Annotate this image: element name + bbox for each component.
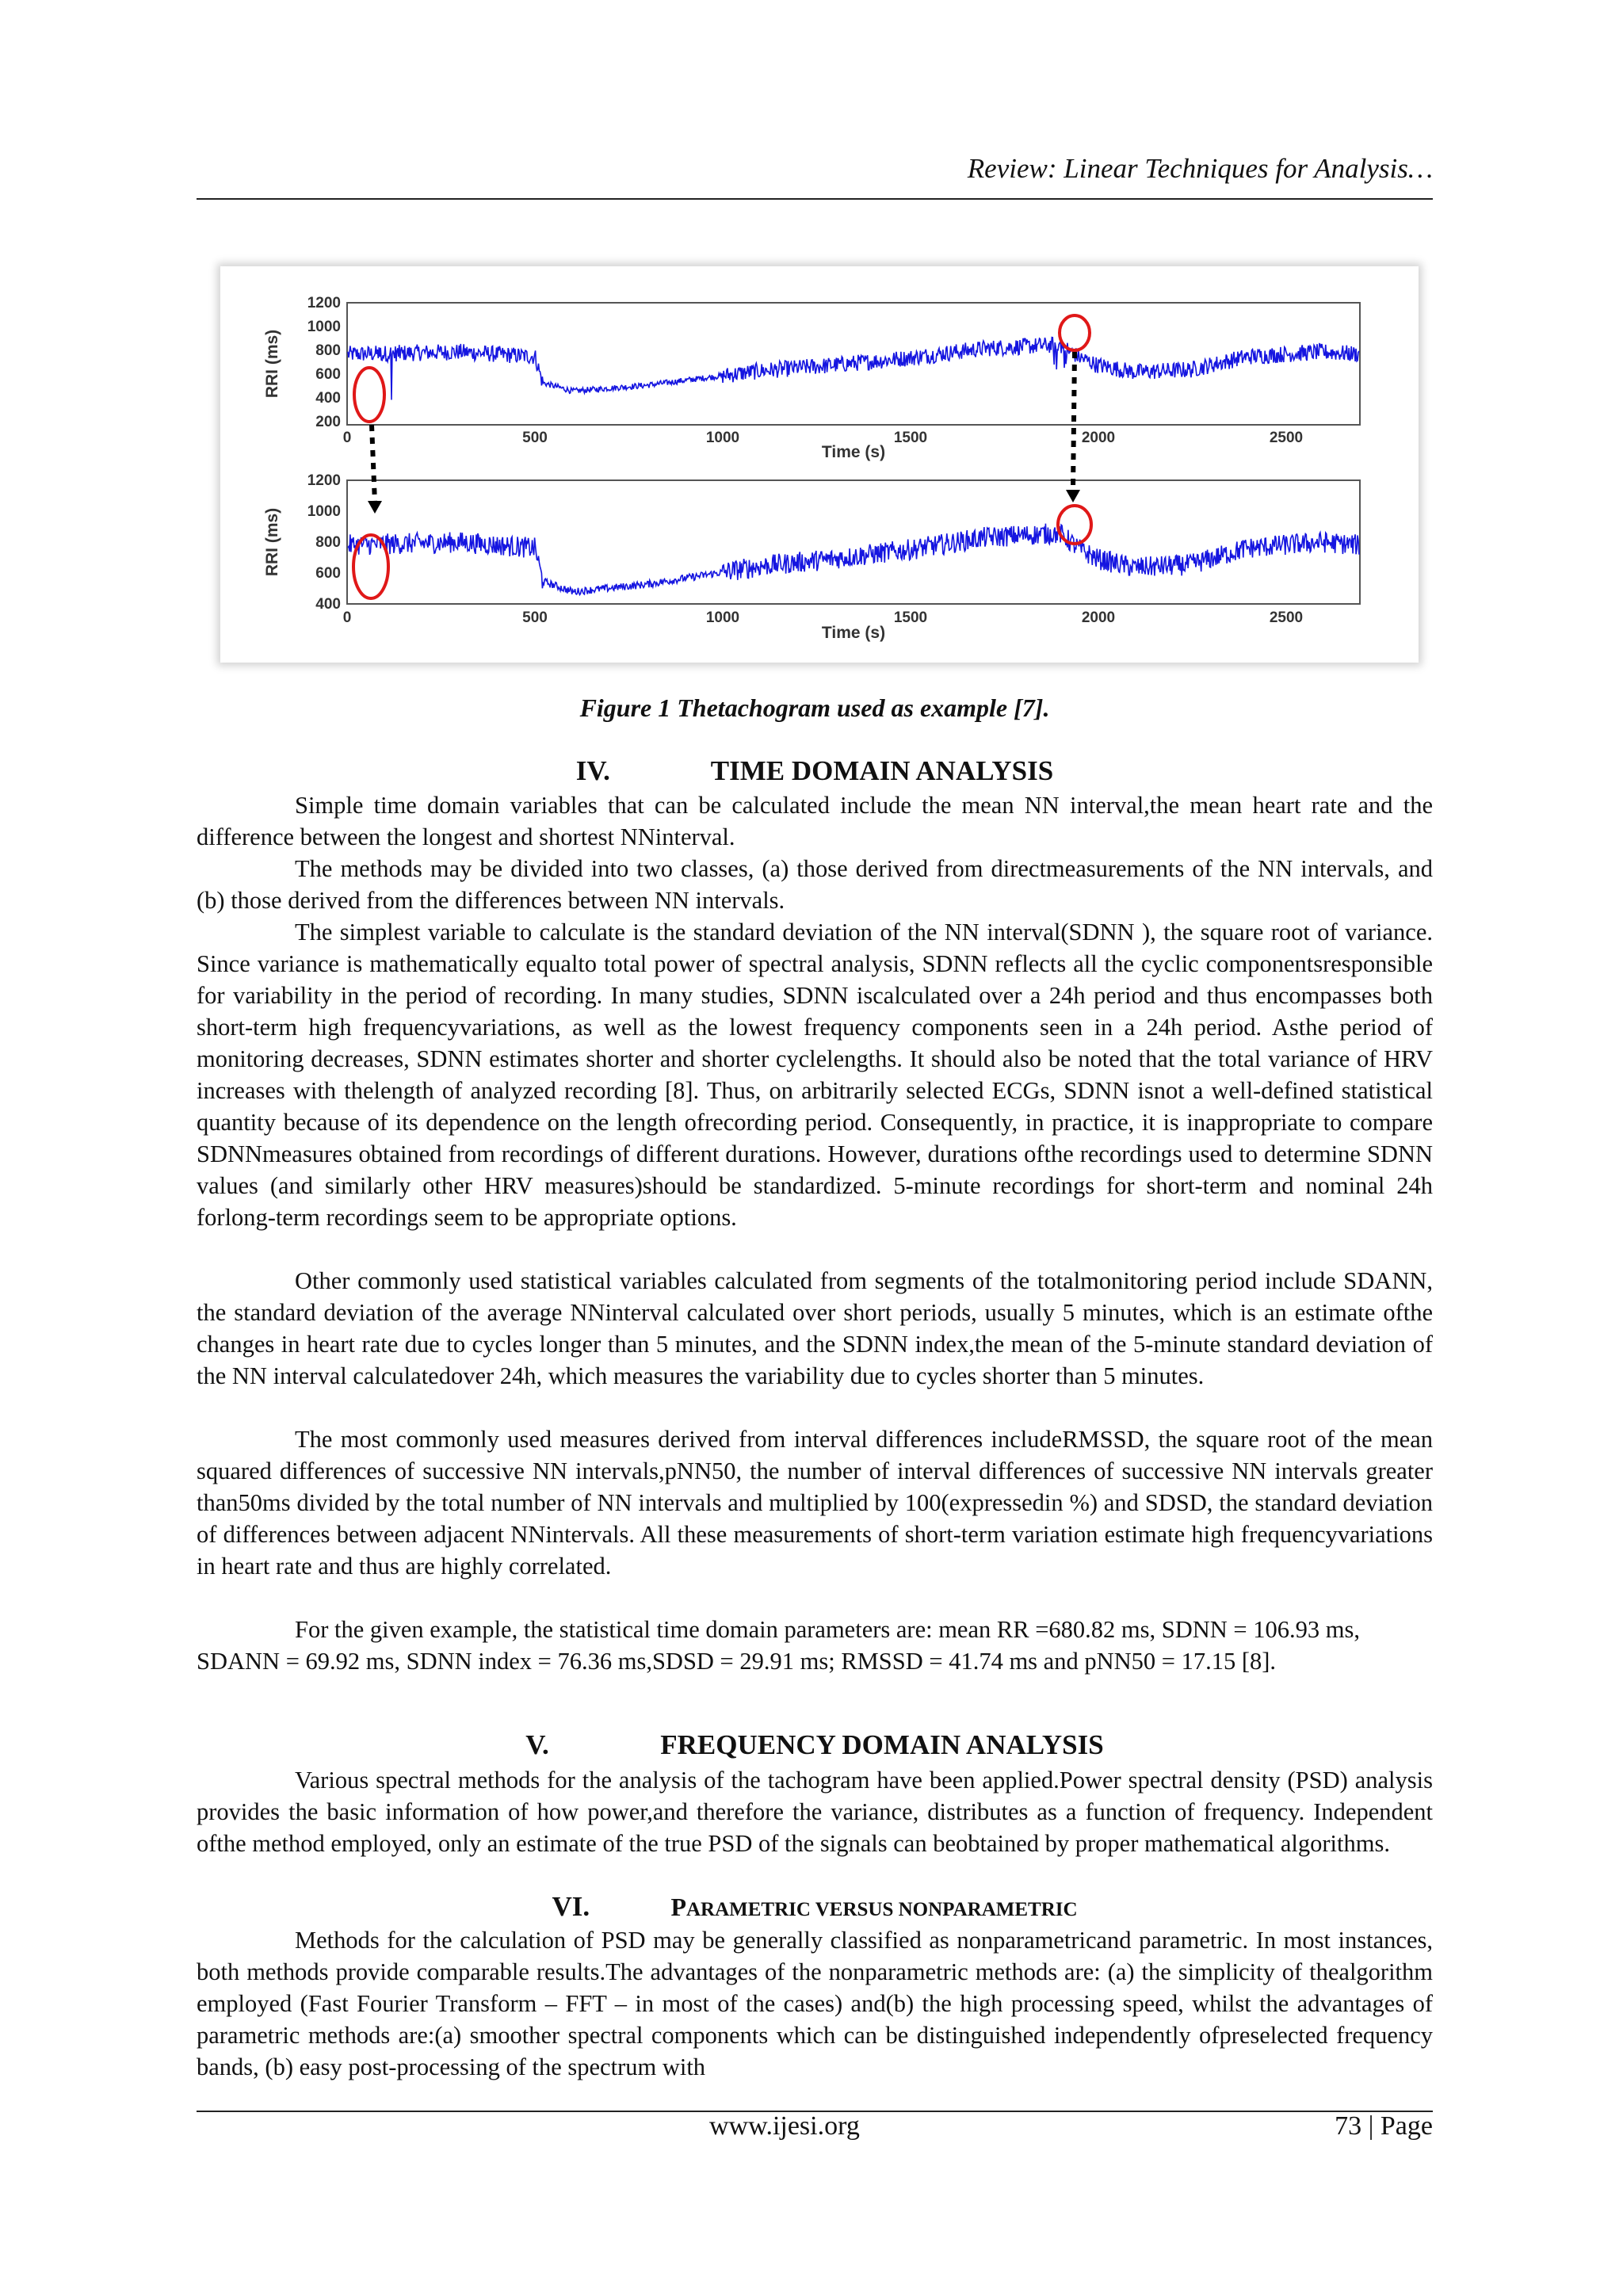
p2-xtick: 2000 <box>1081 609 1116 626</box>
section-v-heading <box>197 1729 1433 1761</box>
p1-xtick: 1500 <box>893 430 928 446</box>
p2-ytick: 400 <box>315 596 341 613</box>
section-title: TIME DOMAIN ANALYSIS <box>710 755 1054 786</box>
paragraph: The methods may be divided into two classes, (a) those derived from directmeasurements of the NN intervals, and (b) those derived from the differences between NN intervals. <box>197 855 1433 914</box>
running-header: Review: Linear Techniques for Analysis… <box>967 153 1433 184</box>
p2-ytick: 600 <box>315 565 341 582</box>
section-number: VI. <box>552 1891 590 1922</box>
p1-ytick: 200 <box>315 414 341 430</box>
paragraph: The simplest variable to calculate is the standard deviation of the NN interval(SDNN ), the square root of variance. Since variance is mathematically equalto total power of spectral analysis, SDNN reflects all the cyclic componentsresponsible for variability in the period of recording. In many studies, SDNN iscalculated over a 24h period and thus encompasses both short-term high frequencyvariations, as well as the lowest frequency components seen in a 24h period. Asthe period of monitoring decreases, SDNN estimates shorter and shorter cyclelengths. It should also be noted that the total variance of HRV increases with thelength of analyzed recording [8]. Thus, on arbitrarily selected ECGs, SDNN isnot a well-defined statistical quantity because of its dependence on the length ofrecording period. Consequently, in practice, it is inappropriate to compare SDNNmeasures obtained from recordings of different durations. However, durations ofthe recordings used to determine SDNN values (and similarly other HRV measures)should be standardized. 5-minute recordings for short-term and nominal 24h forlong-term recordings seem to be appropriate options. <box>197 919 1433 1231</box>
figure-caption: Figure 1 Thetachogram used as example [7]. <box>579 693 1050 722</box>
paragraph: Methods for the calculation of PSD may be generally classified as nonparametricand parametric. In most instances, both methods provide comparable results.The advantages of the nonparametric methods are: (a) the simplicity of thealgorithm employed (Fast Fourier Transform – FFT – in most of the cases) and(b) the high processing speed, whilst the advantages of parametric methods are:(a) smoother spectral components which can be distinguished independently ofpreselected frequency bands, (b) easy post-processing of the spectrum with <box>197 1927 1433 2080</box>
p2-ytick: 1200 <box>307 472 341 489</box>
panel-1-yticks <box>307 295 341 430</box>
paragraph: Simple time domain variables that can be calculated include the mean NN interval,the mean heart rate and the difference between the longest and shortest NNinterval. <box>197 792 1433 850</box>
p1-ytick: 1000 <box>307 319 341 335</box>
p2-xtick: 500 <box>522 609 548 626</box>
p2-ytick: 1000 <box>307 503 341 520</box>
section-number: V. <box>525 1729 549 1760</box>
paragraph: For the given example, the statistical time domain parameters are: mean RR =680.82 ms, SDNN = 106.93 ms, SDANN = 69.92 ms, SDNN index = 76.36 ms,SDSD = 29.91 ms; RMSSD = 41.74 ms and pNN50 = 17.15 [8]. <box>197 1616 1360 1675</box>
p1-xtick: 500 <box>522 430 548 446</box>
p1-xtick: 2000 <box>1081 430 1116 446</box>
p1-xtick: 1000 <box>705 430 740 446</box>
p2-ylabel: RRI (ms) <box>263 507 281 577</box>
p1-ytick: 800 <box>315 342 341 359</box>
p1-xtick: 2500 <box>1269 430 1304 446</box>
p1-ytick: 400 <box>315 390 341 407</box>
p1-ylabel: RRI (ms) <box>263 329 281 399</box>
section-title-initial: P <box>670 1893 686 1921</box>
section-title-rest: ARAMETRIC VERSUS NONPARAMETRIC <box>685 1899 1078 1920</box>
p2-xtick: 1000 <box>705 609 740 626</box>
section-iv-heading <box>197 755 1433 787</box>
paragraph: Various spectral methods for the analysis of the tachogram have been applied.Power spectral density (PSD) analysis provides the basic information of how power,and therefore the variance, distributes as a function of frequency. Independent ofthe method employed, only an estimate of the true PSD of the signals can beobtained by proper mathematical algorithms. <box>197 1767 1433 1857</box>
p1-ytick: 1200 <box>307 295 341 311</box>
footer-page-number: 73 | Page <box>1335 2111 1433 2141</box>
paragraph: The most commonly used measures derived from interval differences includeRMSSD, the square root of the mean squared differences of successive NN intervals,pNN50, the number of interval differences of successive NN intervals greater than50ms divided by the total number of NN intervals and multiplied by 100(expressedin %) and SDSD, the standard deviation of differences between adjacent NNintervals. All these measurements of short-term variation estimate high frequencyvariations in heart rate and thus are highly correlated. <box>197 1426 1433 1580</box>
section-vi-heading <box>197 1891 1433 1923</box>
p2-xtick: 2500 <box>1269 609 1304 626</box>
footer-website: www.ijesi.org <box>709 2111 860 2141</box>
section-number: IV. <box>575 755 610 786</box>
section-title: FREQUENCY DOMAIN ANALYSIS <box>660 1729 1104 1760</box>
panel-2-yticks <box>307 472 341 613</box>
p1-ytick: 600 <box>315 366 341 383</box>
p1-xlabel: Time (s) <box>821 443 886 461</box>
header-rule <box>197 198 1433 200</box>
p2-xtick: 0 <box>342 609 352 626</box>
p2-ytick: 800 <box>315 534 341 551</box>
p2-xlabel: Time (s) <box>821 624 886 642</box>
tachogram-figure <box>220 266 1419 663</box>
p2-xtick: 1500 <box>893 609 928 626</box>
paragraph: Other commonly used statistical variables calculated from segments of the totalmonitoring period include SDANN, the standard deviation of the average NNinterval calculated over short periods, usually 5 minutes, which is an estimate ofthe changes in heart rate due to cycles longer than 5 minutes, and the SDNN index,the mean of the 5-minute standard deviation of the NN interval calculatedover 24h, which measures the variability due to cycles shorter than 5 minutes. <box>197 1267 1433 1389</box>
tachogram-svg <box>220 266 1419 663</box>
p1-xtick: 0 <box>342 430 352 446</box>
